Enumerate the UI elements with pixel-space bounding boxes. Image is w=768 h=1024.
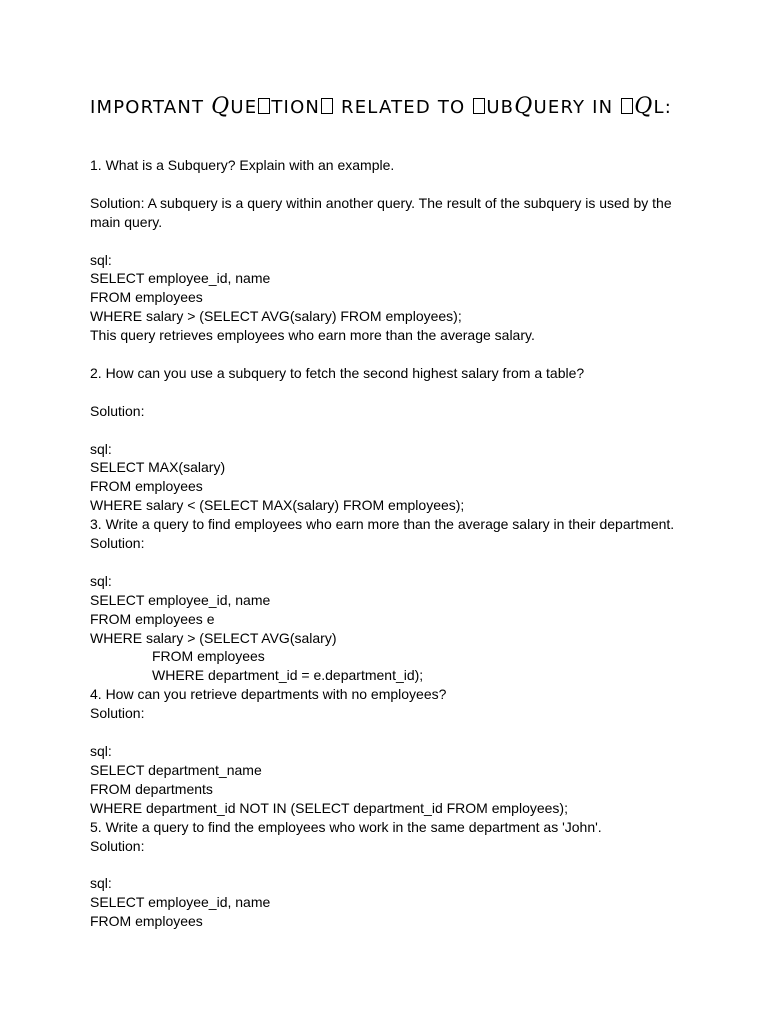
sql-label: sql: bbox=[90, 440, 112, 457]
code-line: FROM employees bbox=[90, 478, 203, 495]
code-line: SELECT department_name bbox=[90, 761, 262, 778]
solution-3: Solution: bbox=[90, 535, 145, 552]
code-line: SELECT MAX(salary) bbox=[90, 459, 226, 476]
title-text: UE bbox=[230, 97, 258, 118]
title-text: IMPORTANT bbox=[90, 97, 212, 118]
code-line: WHERE salary > (SELECT AVG(salary) bbox=[90, 629, 337, 646]
code-line: SELECT employee_id, name bbox=[90, 591, 271, 608]
solution-1: Solution: A subquery is a query within another query. The result of the subquery is used by the main query. bbox=[90, 194, 672, 230]
missing-glyph-icon bbox=[258, 98, 270, 114]
missing-glyph-icon bbox=[321, 98, 333, 114]
question-2: 2. How can you use a subquery to fetch the second highest salary from a table? bbox=[90, 364, 585, 381]
code-line: SELECT employee_id, name bbox=[90, 270, 271, 287]
code-line: WHERE salary > (SELECT AVG(salary) FROM employees); bbox=[90, 308, 462, 325]
code-line: WHERE salary < (SELECT MAX(salary) FROM employees); bbox=[90, 497, 465, 514]
code-line: FROM departments bbox=[90, 780, 213, 797]
code-line: FROM employees bbox=[90, 289, 203, 306]
code-line: FROM employees bbox=[90, 913, 203, 930]
sql-label: sql: bbox=[90, 742, 112, 759]
solution-4: Solution: bbox=[90, 705, 145, 722]
question-3: 3. Write a query to find employees who earn more than the average salary in their department. bbox=[90, 516, 675, 533]
question-4: 4. How can you retrieve departments with no employees? bbox=[90, 686, 447, 703]
document-body bbox=[90, 156, 690, 931]
title-text: Q bbox=[514, 94, 534, 119]
title-text: TION bbox=[271, 97, 321, 118]
sql-label: sql: bbox=[90, 875, 112, 892]
sql-label: sql: bbox=[90, 572, 112, 589]
title-text: UB bbox=[486, 97, 515, 118]
solution-5: Solution: bbox=[90, 837, 145, 854]
title-text: L: bbox=[653, 97, 672, 118]
code-line: FROM employees bbox=[152, 648, 265, 665]
code-line: WHERE department_id NOT IN (SELECT department_id FROM employees); bbox=[90, 799, 568, 816]
code-line: FROM employees e bbox=[90, 610, 215, 627]
code-line: SELECT employee_id, name bbox=[90, 894, 271, 911]
title-text: RELATED TO bbox=[334, 97, 473, 118]
question-1: 1. What is a Subquery? Explain with an example. bbox=[90, 157, 395, 173]
missing-glyph-icon bbox=[473, 98, 485, 114]
missing-glyph-icon bbox=[621, 98, 633, 114]
explanation-1: This query retrieves employees who earn more than the average salary. bbox=[90, 327, 535, 344]
sql-label: sql: bbox=[90, 251, 112, 268]
page-title bbox=[90, 94, 672, 121]
title-text: UERY IN bbox=[533, 97, 621, 118]
solution-2: Solution: bbox=[90, 402, 145, 419]
title-text: Q bbox=[634, 94, 654, 119]
question-5: 5. Write a query to find the employees who work in the same department as 'John'. bbox=[90, 818, 602, 835]
code-line: WHERE department_id = e.department_id); bbox=[152, 667, 424, 684]
title-text: Q bbox=[211, 94, 231, 119]
